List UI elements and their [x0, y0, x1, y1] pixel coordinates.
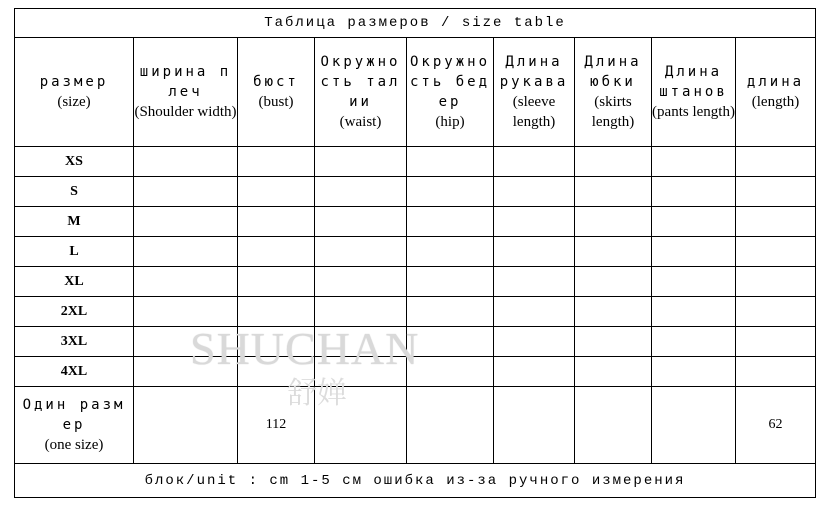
table-row: [15, 207, 816, 237]
table-row: [15, 267, 816, 297]
table-cell: [315, 177, 407, 207]
size-label: 2XL: [15, 297, 134, 327]
table-cell: [494, 207, 575, 237]
table-cell: [575, 357, 652, 387]
table-cell: [736, 207, 816, 237]
header-hip: Окружность бедер (hip): [407, 38, 494, 147]
size-label: XS: [15, 147, 134, 177]
table-cell: [494, 297, 575, 327]
table-cell: [134, 207, 238, 237]
table-cell: [315, 357, 407, 387]
size-table: [14, 8, 816, 498]
table-cell: [494, 327, 575, 357]
table-cell: [315, 207, 407, 237]
table-cell: [315, 237, 407, 267]
table-cell: [575, 207, 652, 237]
table-cell: [407, 297, 494, 327]
header-size: размер (size): [15, 38, 134, 147]
table-cell: [494, 147, 575, 177]
header-sleeve: Длина рукава (sleeve length): [494, 38, 575, 147]
table-cell: [238, 207, 315, 237]
table-row: [15, 177, 816, 207]
one-size-pants: [652, 387, 736, 464]
table-cell: [736, 267, 816, 297]
watermark-chinese: 舒婵: [287, 376, 347, 411]
table-cell: [238, 327, 315, 357]
table-cell: [575, 267, 652, 297]
one-size-length: 62: [736, 387, 816, 464]
header-waist: Окружность талии (waist): [315, 38, 407, 147]
table-cell: [652, 297, 736, 327]
table-title: Таблица размеров / size table: [15, 9, 816, 38]
table-cell: [575, 177, 652, 207]
table-cell: [652, 267, 736, 297]
table-cell: [736, 237, 816, 267]
one-size-row: [15, 387, 816, 464]
header-bust: бюст (bust): [238, 38, 315, 147]
table-cell: [315, 327, 407, 357]
table-cell: [652, 147, 736, 177]
header-length: длина (length): [736, 38, 816, 147]
table-cell: [134, 357, 238, 387]
table-cell: [238, 177, 315, 207]
watermark-latin: SHUCHAN: [190, 323, 420, 374]
header-shoulder: ширина плеч (Shoulder width): [134, 38, 238, 147]
header-pants: Длина штанов (pants length): [652, 38, 736, 147]
table-cell: [407, 147, 494, 177]
table-cell: [575, 147, 652, 177]
table-cell: [652, 177, 736, 207]
size-label: 3XL: [15, 327, 134, 357]
size-label: L: [15, 237, 134, 267]
table-cell: [238, 267, 315, 297]
table-cell: [407, 237, 494, 267]
table-cell: [407, 207, 494, 237]
table-cell: [494, 267, 575, 297]
table-cell: [652, 237, 736, 267]
table-cell: [407, 327, 494, 357]
table-cell: [652, 327, 736, 357]
table-cell: [134, 237, 238, 267]
table-cell: [134, 147, 238, 177]
table-cell: [315, 297, 407, 327]
one-size-waist: [315, 387, 407, 464]
table-cell: [134, 177, 238, 207]
one-size-sleeve: [494, 387, 575, 464]
table-cell: [238, 237, 315, 267]
table-cell: [736, 357, 816, 387]
size-label: S: [15, 177, 134, 207]
table-cell: [575, 297, 652, 327]
table-cell: [494, 357, 575, 387]
header-row: [15, 38, 816, 147]
one-size-label: Один размер (one size): [15, 387, 134, 464]
table-cell: [238, 297, 315, 327]
table-cell: [134, 267, 238, 297]
header-skirt: Длина юбки (skirts length): [575, 38, 652, 147]
table-cell: [134, 327, 238, 357]
table-cell: [407, 357, 494, 387]
table-cell: [134, 297, 238, 327]
table-cell: [736, 327, 816, 357]
table-row: [15, 237, 816, 267]
one-size-shoulder: [134, 387, 238, 464]
table-row: [15, 357, 816, 387]
table-cell: [407, 267, 494, 297]
table-cell: [736, 297, 816, 327]
table-cell: [575, 327, 652, 357]
table-cell: [407, 177, 494, 207]
size-label: 4XL: [15, 357, 134, 387]
table-cell: [652, 357, 736, 387]
table-cell: [315, 267, 407, 297]
one-size-bust: 112: [238, 387, 315, 464]
size-label: XL: [15, 267, 134, 297]
size-label: M: [15, 207, 134, 237]
table-row: [15, 147, 816, 177]
table-cell: [736, 177, 816, 207]
table-cell: [494, 177, 575, 207]
table-cell: [652, 207, 736, 237]
table-row: [15, 297, 816, 327]
table-cell: [736, 147, 816, 177]
table-cell: [238, 357, 315, 387]
table-cell: [238, 147, 315, 177]
table-cell: [315, 147, 407, 177]
table-cell: [575, 237, 652, 267]
one-size-skirt: [575, 387, 652, 464]
one-size-hip: [407, 387, 494, 464]
table-row: [15, 327, 816, 357]
table-footer: блок/unit : cm 1-5 см ошибка из-за ручного измерения: [15, 464, 816, 498]
table-cell: [494, 237, 575, 267]
